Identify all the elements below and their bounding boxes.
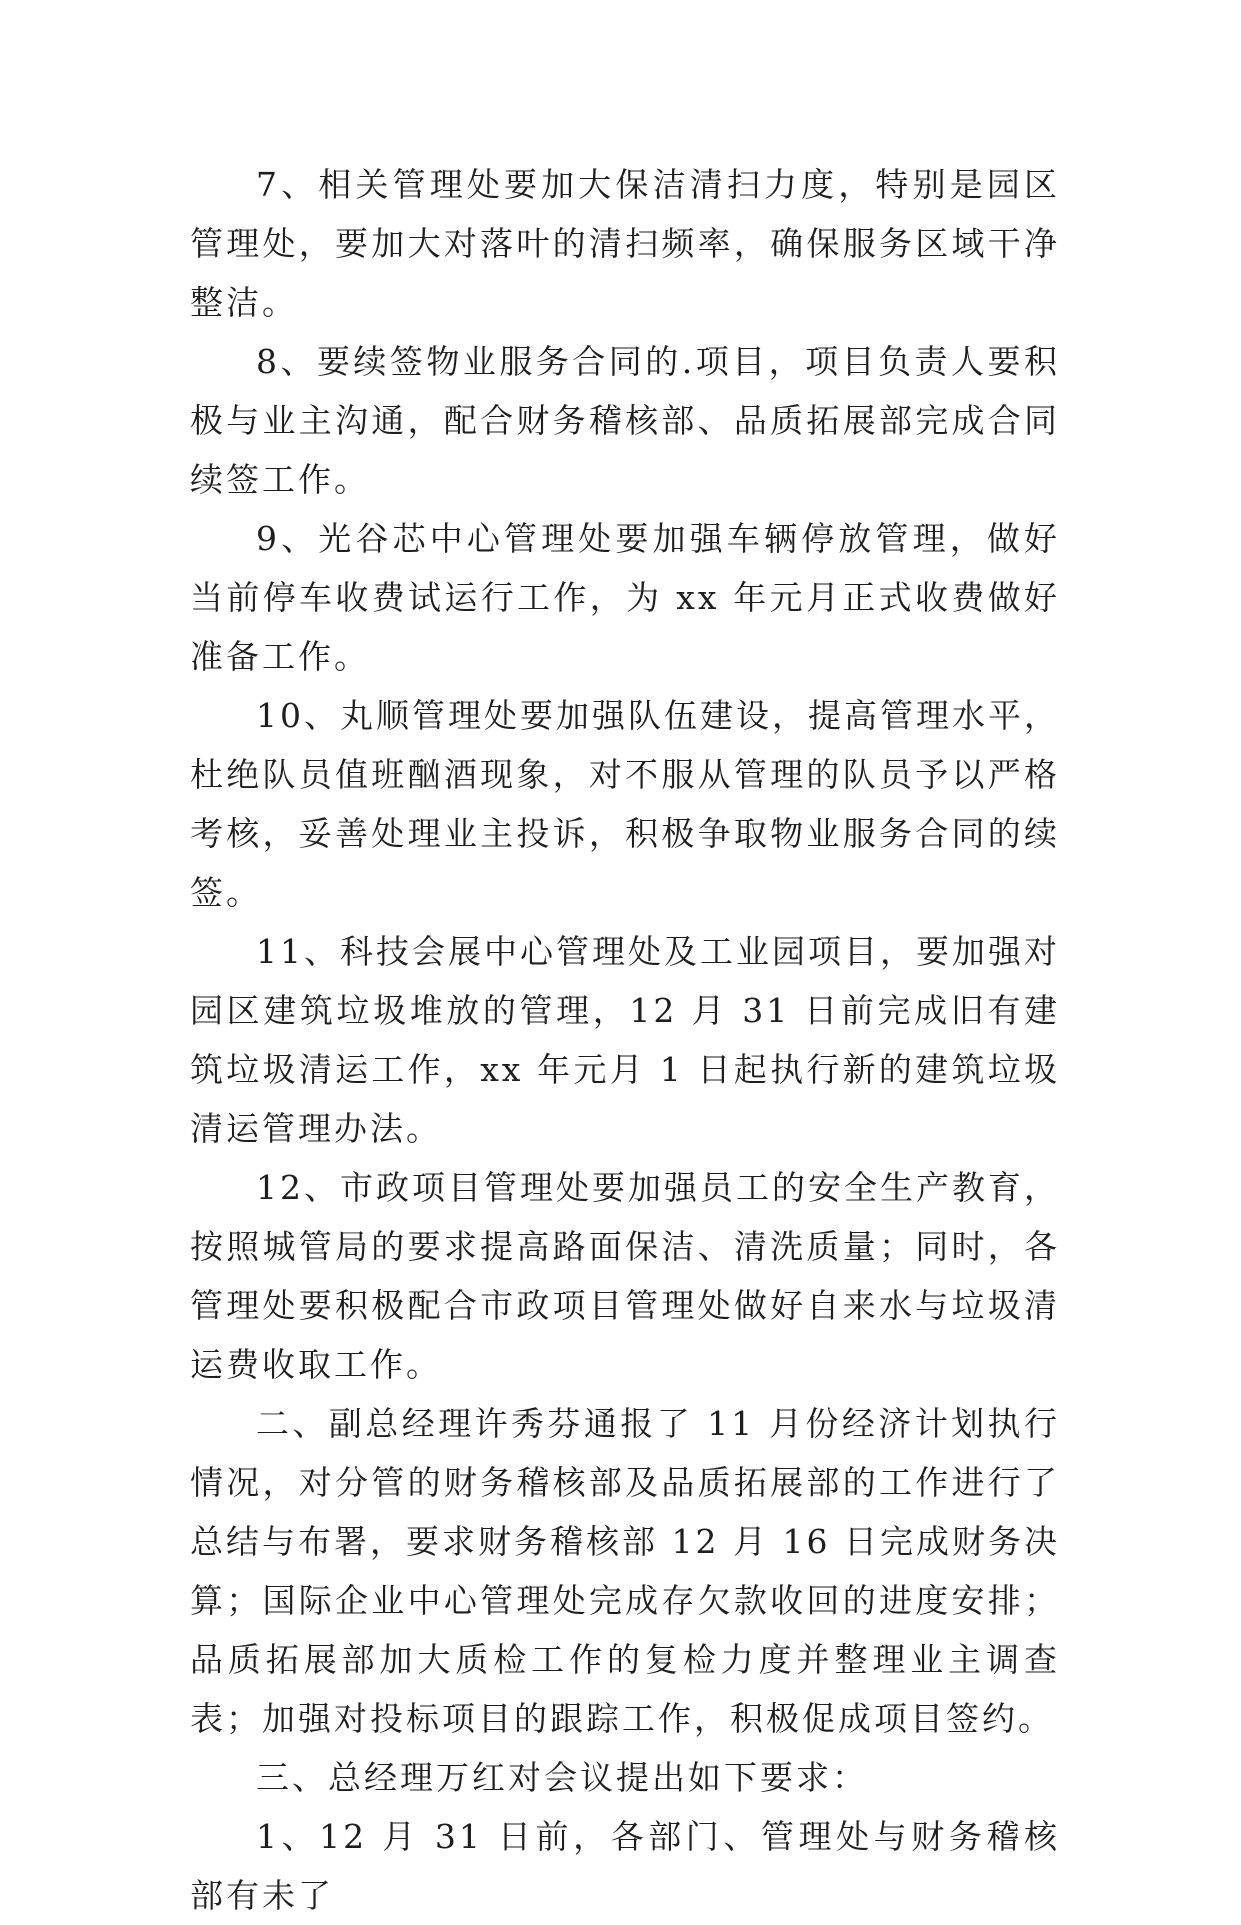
paragraph-section-three: 三、总经理万红对会议提出如下要求：	[256, 1758, 868, 1797]
paragraph-requirement-1: 1、12 月 31 日前，各部门、管理处与财务稽核部有未了	[190, 1817, 1060, 1915]
paragraph-item-12: 12、市政项目管理处要加强员工的安全生产教育，按照城管局的要求提高路面保洁、清洗质量；同时，各管理处要积极配合市政项目管理处做好自来水与垃圾清运费收取工作。	[190, 1168, 1060, 1384]
document-body	[190, 155, 1060, 1925]
paragraph-section-two: 二、副总经理许秀芬通报了 11 月份经济计划执行情况，对分管的财务稽核部及品质拓展部的工作进行了总结与布署，要求财务稽核部 12 月 16 日完成财务决算；国际企业中心管理处完成存欠款收回的进度安排；品质拓展部加大质检工作的复检力度并整理业主调查表；加强对投标项目的跟踪工作，积极促成项目签约。	[190, 1404, 1060, 1738]
paragraph-item-7: 7、相关管理处要加大保洁清扫力度，特别是园区管理处，要加大对落叶的清扫频率，确保服务区域干净整洁。	[190, 165, 1060, 322]
paragraph-item-11: 11、科技会展中心管理处及工业园项目，要加强对园区建筑垃圾堆放的管理，12 月 31 日前完成旧有建筑垃圾清运工作，xx 年元月 1 日起执行新的建筑垃圾清运管理办法。	[190, 932, 1060, 1148]
paragraph-item-8: 8、要续签物业服务合同的.项目，项目负责人要积极与业主沟通，配合财务稽核部、品质拓展部完成合同续签工作。	[190, 342, 1060, 499]
paragraph-item-10: 10、丸顺管理处要加强队伍建设，提高管理水平，杜绝队员值班酗酒现象，对不服从管理的队员予以严格考核，妥善处理业主投诉，积极争取物业服务合同的续签。	[190, 696, 1060, 912]
paragraph-item-9: 9、光谷芯中心管理处要加强车辆停放管理，做好当前停车收费试运行工作，为 xx 年元月正式收费做好准备工作。	[190, 519, 1060, 676]
